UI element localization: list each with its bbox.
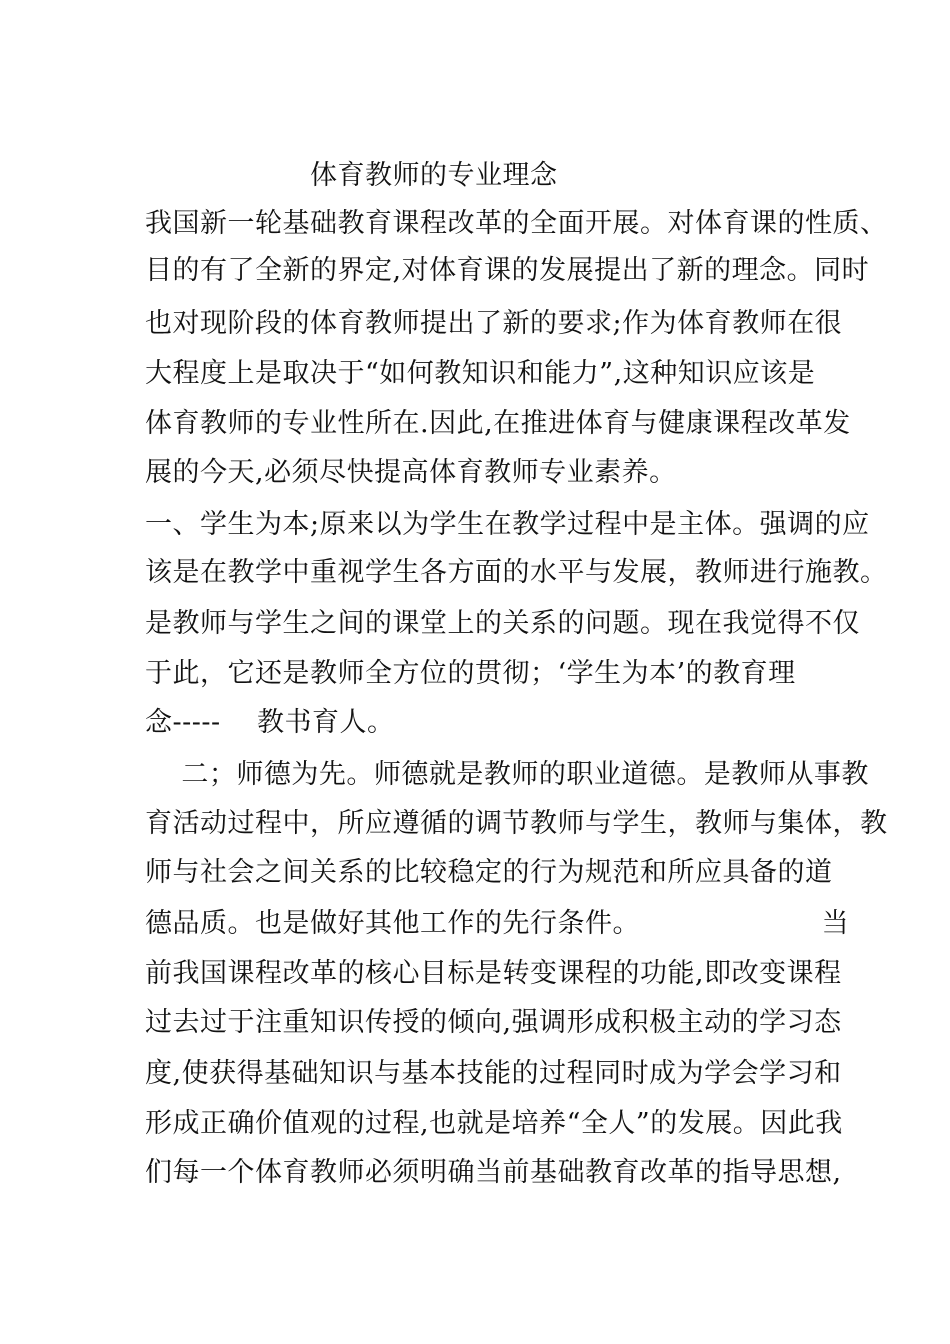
document-title: 体育教师的专业理念 bbox=[310, 160, 558, 191]
text-line: 念----- 教书育人。 bbox=[145, 707, 395, 738]
text-line: 目的有了全新的界定,对体育课的发展提出了新的理念。同时 bbox=[145, 255, 870, 286]
text-line: 体育教师的专业性所在.因此,在推进体育与健康课程改革发 bbox=[145, 408, 851, 439]
text-line: 大程度上是取决于“如何教知识和能力”,这种知识应该是 bbox=[145, 358, 816, 389]
text-line: 于此，它还是教师全方位的贯彻；‘学生为本’的教育理 bbox=[145, 658, 796, 689]
text-line: 也对现阶段的体育教师提出了新的要求;作为体育教师在很 bbox=[145, 308, 843, 339]
text-line: 展的今天,必须尽快提高体育教师专业素养。 bbox=[145, 457, 677, 488]
text-line: 形成正确价值观的过程,也就是培养“全人”的发展。因此我 bbox=[145, 1108, 843, 1139]
text-line: 我国新一轮基础教育课程改革的全面开展。对体育课的性质、 bbox=[145, 208, 888, 239]
text-line: 是教师与学生之间的课堂上的关系的问题。现在我觉得不仅 bbox=[145, 608, 860, 639]
text-line: 过去过于注重知识传授的倾向,强调形成积极主动的学习态 bbox=[145, 1007, 842, 1038]
text-line: 们每一个体育教师必须明确当前基础教育改革的指导思想, bbox=[145, 1157, 842, 1188]
text-line: 德品质。也是做好其他工作的先行条件。 当 bbox=[145, 908, 850, 939]
text-line: 师与社会之间关系的比较稳定的行为规范和所应具备的道 bbox=[145, 857, 833, 888]
text-line: 育活动过程中，所应遵循的调节教师与学生，教师与集体，教 bbox=[145, 808, 888, 839]
text-line: 度,使获得基础知识与基本技能的过程同时成为学会学习和 bbox=[145, 1058, 842, 1089]
text-line: 二；师德为先。师德就是教师的职业道德。是教师从事教 bbox=[145, 759, 869, 790]
text-line: 一、学生为本;原来以为学生在教学过程中是主体。强调的应 bbox=[145, 509, 870, 540]
text-line: 该是在教学中重视学生各方面的水平与发展，教师进行施教。 bbox=[145, 557, 888, 588]
text-line: 前我国课程改革的核心目标是转变课程的功能,即改变课程 bbox=[145, 958, 842, 989]
